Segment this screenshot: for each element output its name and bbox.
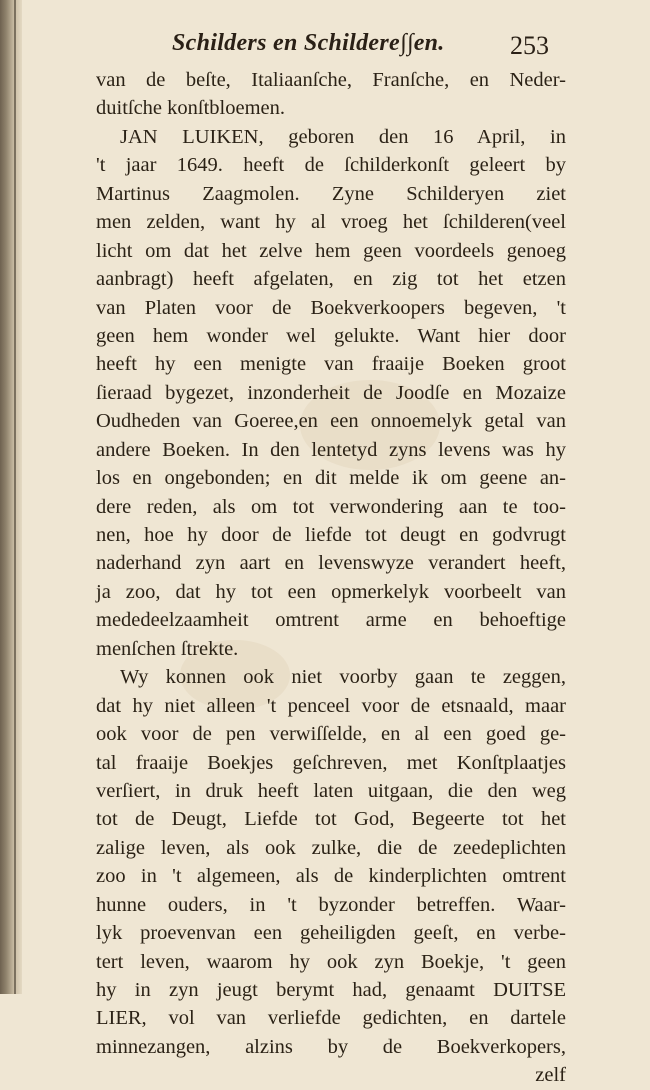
text-line: Oudheden van Goeree,en een onnoemelyk getal van — [96, 410, 566, 433]
text-line: tal fraaije Boekjes geſchreven, met Konſtplaatjes — [96, 751, 566, 774]
text-line: lyk proevenvan een geheiligden geeſt, en verbe- — [96, 922, 566, 945]
text-line: naderhand zyn aart en levenswyze verandert heeft, — [96, 552, 566, 575]
body-text — [96, 66, 566, 1090]
text-line: dere reden, als om tot verwondering aan te too- — [96, 495, 566, 518]
text-line: ſieraad bygezet, inzonderheit de Joodſe en Mozaize — [96, 381, 566, 404]
text-line: hunne ouders, in 't byzonder betreffen. Waar- — [96, 893, 566, 916]
text-line: JAN LUIKEN, geboren den 16 April, in — [120, 125, 566, 148]
text-line: Wy konnen ook niet voorby gaan te zeggen, — [120, 666, 566, 689]
page-number: 253 — [510, 31, 549, 60]
text-line: dat hy niet alleen 't penceel voor de etsnaald, maar — [96, 694, 566, 717]
text-line: zalige leven, als ook zulke, die de zeedeplichten — [96, 836, 566, 859]
text-line: menſchen ſtrekte. — [96, 637, 239, 660]
text-line: tot de Deugt, Liefde tot God, Begeerte tot het — [96, 808, 566, 831]
text-line: ook voor de pen verwiſſelde, en al een goed ge- — [96, 723, 566, 746]
text-line: geen hem wonder wel gelukte. Want hier door — [96, 324, 566, 347]
text-line: aanbragt) heeft afgelaten, en zig tot het etzen — [96, 268, 566, 291]
text-line: tert leven, waarom hy ook zyn Boekje, 't geen — [96, 950, 566, 973]
text-line: mededeelzaamheit omtrent arme en behoeftige — [96, 609, 566, 632]
catchword: zelf — [535, 1064, 566, 1087]
text-line: 't jaar 1649. heeft de ſchilderkonſt geleert by — [96, 154, 566, 177]
text-line: Martinus Zaagmolen. Zyne Schilderyen ziet — [96, 182, 566, 205]
text-line: duitſche konſtbloemen. — [96, 97, 286, 120]
text-line: heeft hy een menigte van fraaije Boeken groot — [96, 353, 566, 376]
text-line: hy in zyn jeugt berymt had, genaamt DUITSE — [96, 979, 566, 1001]
text-line: van Platen voor de Boekverkoopers begeven, 't — [96, 296, 566, 319]
text-line: van de beſte, Italiaanſche, Franſche, en Neder- — [96, 69, 566, 91]
text-line: zoo in 't algemeen, als de kinderplichten omtrent — [96, 865, 566, 888]
text-line: minnezangen, alzins by de Boekverkopers, — [96, 1035, 566, 1058]
text-line: ja zoo, dat hy tot een opmerkelyk voorbeelt van — [96, 580, 566, 603]
text-line: andere Boeken. In den lentetyd zyns levens was hy — [96, 438, 566, 461]
text-line: men zelden, want hy al vroeg het ſchilderen(veel — [96, 211, 566, 234]
text-line: nen, hoe hy door de liefde tot deugt en godvrugt — [96, 524, 566, 546]
text-line: los en ongebonden; en dit melde ik om geene an- — [96, 467, 566, 490]
text-line: verſiert, in druk heeft laten uitgaan, die den weg — [96, 779, 566, 802]
text-line: licht om dat het zelve hem geen voordeels genoeg — [96, 239, 566, 262]
running-header: Schilders en Schildere∫∫en. — [172, 30, 445, 56]
text-line: LIER, vol van verliefde gedichten, en dartele — [96, 1007, 566, 1030]
